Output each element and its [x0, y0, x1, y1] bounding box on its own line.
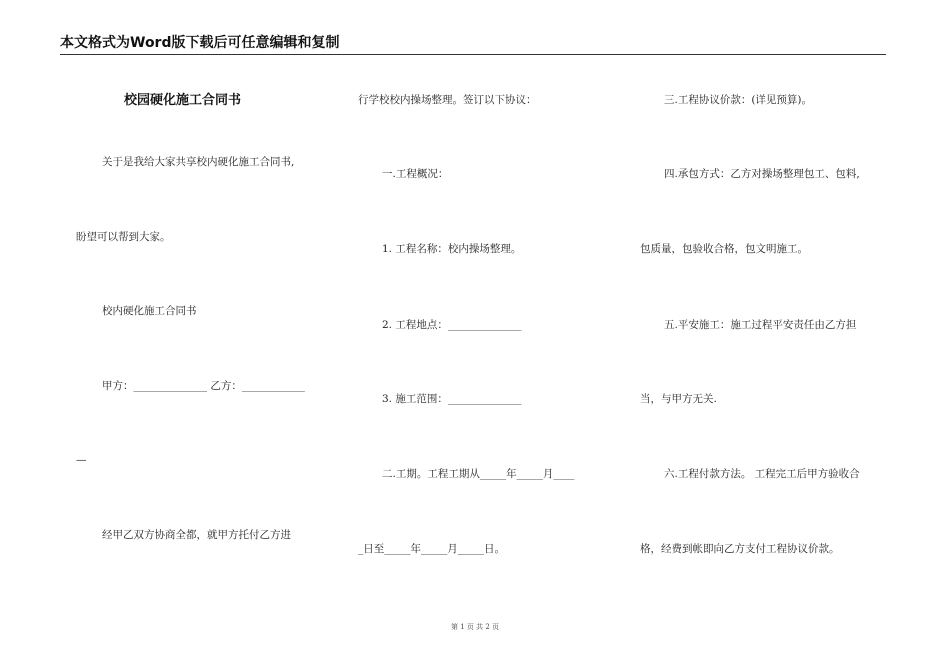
header-text: 本文格式为Word版下载后可任意编辑和复制 [60, 35, 340, 51]
text-line: _日至_____年_____月_____日。 [358, 543, 505, 555]
text-line: 校内硬化施工合同书 [102, 305, 197, 317]
text-line: 甲方：______________ 乙方：____________ [102, 380, 305, 392]
text-line: 三.工程协议价款：(详见预算)。 [664, 94, 813, 106]
text-line: 五.平安施工：施工过程平安责任由乙方担 [664, 319, 857, 331]
text-line: 格，经费到帐即向乙方支付工程协议价款。 [640, 543, 840, 555]
text-line: 盼望可以帮到大家。 [76, 231, 171, 243]
text-line: 行学校校内操场整理。签订以下协议： [358, 94, 537, 106]
text-line: 2. 工程地点：______________ [382, 319, 522, 331]
text-line: 四.承包方式：乙方对操场整理包工、包料, [664, 168, 860, 180]
text-line: 六.工程付款方法。 工程完工后甲方验收合 [664, 468, 860, 480]
text-line: 二.工期。工程工期从_____年_____月____ [382, 468, 575, 480]
text-line: 3. 施工范围：______________ [382, 393, 522, 405]
text-line: 包质量，包验收合格，包文明施工。 [640, 243, 808, 255]
page-number: 第 1 页 共 2 页 [450, 623, 500, 631]
text-line: 关于是我给大家共享校内硬化施工合同书, [102, 156, 295, 168]
text-line: — [76, 454, 87, 466]
text-line: 经甲乙双方协商全都，就甲方托付乙方进 [102, 529, 291, 541]
text-line: 1. 工程名称：校内操场整理。 [382, 243, 522, 255]
document-title: 校园硬化施工合同书 [124, 93, 242, 108]
text-line: 一.工程概况： [382, 168, 449, 180]
text-line: 当，与甲方无关. [640, 393, 717, 405]
